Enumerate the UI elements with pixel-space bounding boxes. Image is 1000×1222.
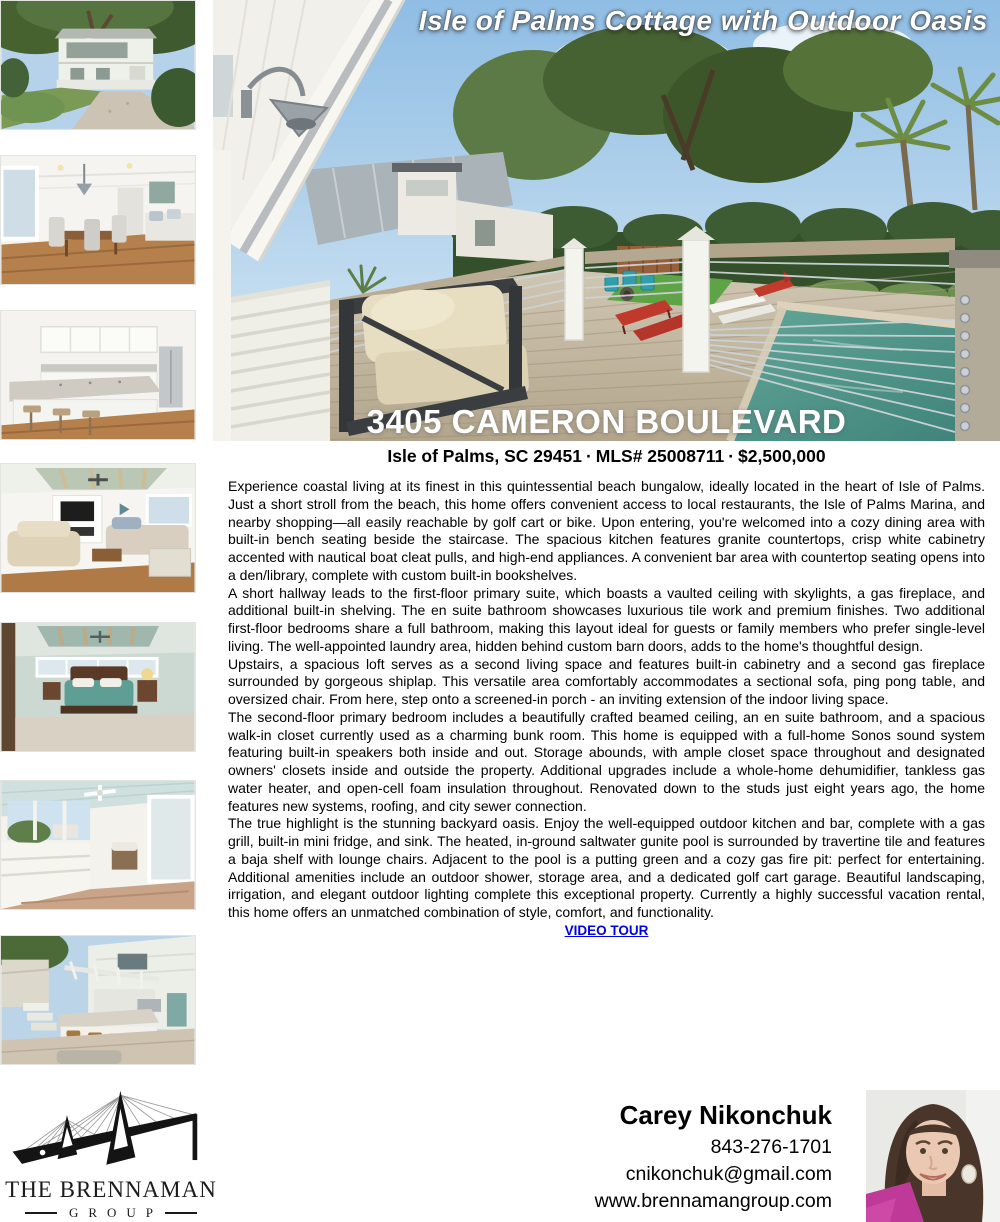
- separator-dot: ·: [728, 446, 735, 466]
- outdoor-bar-photo-art: [1, 936, 195, 1064]
- porch-photo-art: [1, 781, 195, 909]
- thumbnail-kitchen: [0, 310, 196, 440]
- description-paragraph: Experience coastal living at its finest in this quintessential beach bungalow, ideally located in the heart of Isle of Palms. Just a short stroll from the beach, this home offers convenient access to local restaurants, the Isle of Palms Marina, and nearby shopping—all easily reachable by golf cart or bike. Upon entering, you're welcomed into a cozy dining area with built-in bench seating beside the staircase. The spacious kitchen features granite countertops, crisp white cabinetry accented with nautical boat cleat pulls, and high-end appliances. A convenient bar area with countertop seating opens into a den/library, complete with custom built-in bookshelves.: [228, 478, 985, 583]
- agent-contact-block: [330, 1100, 832, 1215]
- hero-banner-title: Isle of Palms Cottage with Outdoor Oasis: [418, 5, 988, 36]
- logo-rule-left: [25, 1212, 57, 1214]
- logo-name-text: THE BRENNAMAN: [5, 1177, 217, 1202]
- bridge-logo-icon: [6, 1086, 216, 1176]
- agent-headshot-art: [866, 1090, 1000, 1222]
- video-tour-link[interactable]: VIDEO TOUR: [564, 922, 649, 938]
- logo-rule-right: [165, 1212, 197, 1214]
- agent-email: cnikonchuk@gmail.com: [625, 1163, 832, 1185]
- living-room-photo-art: [1, 464, 195, 592]
- agent-headshot: [866, 1090, 1000, 1222]
- agent-name: Carey Nikonchuk: [619, 1100, 832, 1130]
- hero-photo: [213, 0, 1000, 441]
- front-exterior-photo-art: [1, 1, 195, 129]
- separator-dot: ·: [585, 446, 592, 466]
- thumbnail-screened-porch: [0, 780, 196, 910]
- listing-info-line: [213, 446, 1000, 467]
- street-address-overlay: 3405 CAMERON BOULEVARD: [366, 403, 847, 440]
- thumbnail-outdoor-kitchen-bar: [0, 935, 196, 1065]
- thumbnail-front-exterior: [0, 0, 196, 130]
- description-paragraph: The true highlight is the stunning backyard oasis. Enjoy the well-equipped outdoor kitchen and bar, complete with a gas grill, built-in mini fridge, and sink. The heated, in-ground saltwater gunite pool is surrounded by travertine tile and features a baja shelf with lounge chairs. Adjacent to the pool is a putting green and a cozy gas fire pit: perfect for entertaining. Additional amenities include an outdoor shower, storage area, and a dedicated golf cart garage. Beautiful landscaping, irrigation, and elegant outdoor lighting complete this exceptional property. Currently a highly successful vacation rental, this home offers an unmatched combination of style, comfort, and functionality.: [228, 815, 985, 920]
- thumbnail-dining-area: [0, 155, 196, 285]
- logo-group-row: [4, 1205, 218, 1221]
- thumbnail-living-room: [0, 463, 196, 593]
- agent-website: www.brennamangroup.com: [594, 1190, 832, 1212]
- thumbnail-primary-bedroom: [0, 622, 196, 752]
- description-paragraph: A short hallway leads to the first-floor primary suite, which boasts a vaulted ceiling with skylights, a gas fireplace, and additional built-in shelving. The en suite bathroom showcases luxurious tile work and premium finishes. Two additional first-floor bedrooms share a full bathroom, making this layout ideal for guests or family members who prefer single-level living. The well-appointed laundry area, hidden behind custom barn doors, adds to the home's thoughtful design.: [228, 584, 985, 654]
- hero-photo-art: [213, 0, 1000, 441]
- description-paragraph: Upstairs, a spacious loft serves as a second living space and features built-in cabinetry and a second gas fireplace surrounded by gorgeous shiplap. This versatile area comfortably accommodates a sectional sofa, ping pong table, and oversized chair. From here, step onto a screened-in porch - an inviting extension of the indoor living space.: [228, 655, 985, 707]
- listing-price: $2,500,000: [738, 446, 826, 466]
- kitchen-photo-art: [1, 311, 195, 439]
- logo-subname-text: GROUP: [68, 1205, 164, 1220]
- listing-mls-number: MLS# 25008711: [595, 446, 725, 466]
- property-description: [228, 478, 985, 940]
- dining-area-photo-art: [1, 156, 195, 284]
- video-tour-row: [228, 922, 985, 940]
- agent-phone: 843-276-1701: [710, 1136, 832, 1158]
- description-paragraph: The second-floor primary bedroom includes a beautifully crafted beamed ceiling, an en suite bathroom, and a spacious walk-in closet currently used as a charming bunk room. This home is equipped with a full-home Sonos sound system featuring built-in speakers both inside and out. Storage abounds, with ample closet space throughout and designated owners' closets inside and outside the property. Additional upgrades include a whole-home dehumidifier, tankless gas water heater, and open-cell foam insulation throughout. Renovated down to the studs just eight years ago, the home features new systems, roofing, and city sewer connection.: [228, 708, 985, 814]
- brennaman-group-logo: [4, 1086, 218, 1221]
- listing-location: Isle of Palms, SC 29451: [387, 446, 582, 466]
- bedroom-photo-art: [1, 623, 195, 751]
